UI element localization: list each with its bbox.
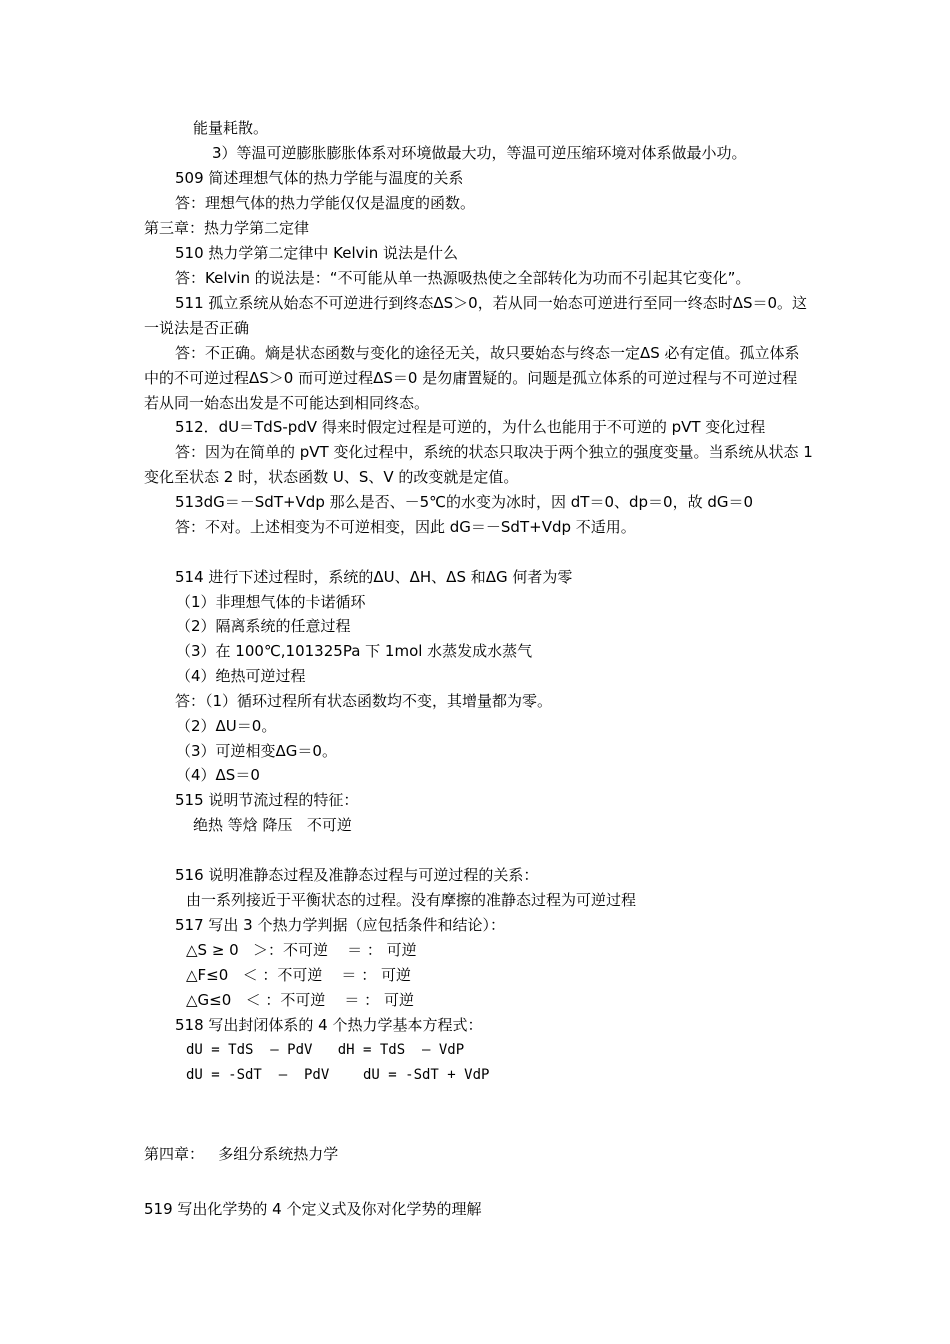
text-line: 3）等温可逆膨胀膨胀体系对环境做最大功，等温可逆压缩环境对体系做最小功。: [212, 144, 747, 162]
question-514: 514 进行下述过程时，系统的ΔU、ΔH、ΔS 和ΔG 何者为零: [175, 568, 573, 586]
criterion-entropy: △S ≥ 0 ＞：不可逆 ＝ ： 可逆: [186, 941, 417, 959]
answer-509: 答：理想气体的热力学能仅仅是温度的函数。: [175, 194, 476, 212]
answer-516: 由一系列接近于平衡状态的过程。没有摩擦的准静态过程为可逆过程: [186, 891, 637, 909]
question-511: 511 孤立系统从始态不可逆进行到终态ΔS＞0，若从同一始态可逆进行至同一终态时ΔS＝0。这一说法是否正确: [144, 294, 808, 337]
chapter-3-heading: 第三章：热力学第二定律: [144, 219, 310, 237]
equation-line: dU = -SdT – PdV dU = -SdT + VdP: [186, 1067, 490, 1083]
question-509: 509 简述理想气体的热力学能与温度的关系: [175, 169, 464, 187]
answer-512: 答：因为在简单的 pVT 变化过程中，系统的状态只取决于两个独立的强度变量。当系统从状态 1 变化至状态 2 时，状态函数 U、S、V 的改变就是定值。: [144, 443, 813, 486]
list-item: （3）可逆相变ΔG＝0。: [176, 742, 337, 760]
question-512: 512．dU＝TdS-pdV 得来时假定过程是可逆的，为什么也能用于不可逆的 pVT 变化过程: [175, 418, 766, 436]
criterion-helmholtz: △F≤0 ＜ ：不可逆 ＝ ： 可逆: [186, 966, 411, 984]
question-513: 513dG＝－SdT+Vdp 那么是否、－5℃的水变为冰时，因 dT＝0、dp＝0，故 dG＝0: [175, 493, 754, 511]
list-item: （3）在 100℃,101325Pa 下 1mol 水蒸发成水蒸气: [176, 642, 533, 660]
answer-511: 答：不正确。熵是状态函数与变化的途径无关，故只要始态与终态一定ΔS 必有定值。孤立体系中的不可逆过程ΔS＞0 而可逆过程ΔS＝0 是勿庸置疑的。问题是孤立体系的可逆过程与不可逆过程若从同一始态出发是不可能达到相同终态。: [144, 344, 800, 412]
list-item: （4）ΔS＝0: [176, 766, 260, 784]
criterion-gibbs: △G≤0 ＜ ：不可逆 ＝ ： 可逆: [186, 991, 414, 1009]
answer-514: 答：（1）循环过程所有状态函数均不变，其增量都为零。: [175, 692, 553, 710]
text-line: 能量耗散。: [193, 119, 269, 137]
question-518: 518 写出封闭体系的 4 个热力学基本方程式：: [175, 1016, 483, 1034]
answer-513: 答：不对。上述相变为不可逆相变，因此 dG＝－SdT+Vdp 不适用。: [175, 518, 636, 536]
answer-515: 绝热 等焓 降压 不可逆: [193, 816, 352, 834]
question-519: 519 写出化学势的 4 个定义式及你对化学势的理解: [144, 1200, 482, 1218]
answer-510: 答：Kelvin 的说法是：“不可能从单一热源吸热使之全部转化为功而不引起其它变化”。: [175, 269, 751, 287]
equation-line: dU = TdS – PdV dH = TdS – VdP: [186, 1042, 465, 1058]
chapter-4-heading: 第四章： 多组分系统热力学: [144, 1145, 339, 1163]
question-516: 516 说明准静态过程及准静态过程与可逆过程的关系：: [175, 866, 539, 884]
question-517: 517 写出 3 个热力学判据（应包括条件和结论）：: [175, 916, 505, 934]
question-510: 510 热力学第二定律中 Kelvin 说法是什么: [175, 244, 458, 262]
list-item: （1）非理想气体的卡诺循环: [176, 593, 366, 611]
list-item: （2）隔离系统的任意过程: [176, 617, 351, 635]
list-item: （2）ΔU＝0。: [176, 717, 277, 735]
question-515: 515 说明节流过程的特征：: [175, 791, 359, 809]
list-item: （4）绝热可逆过程: [176, 667, 306, 685]
